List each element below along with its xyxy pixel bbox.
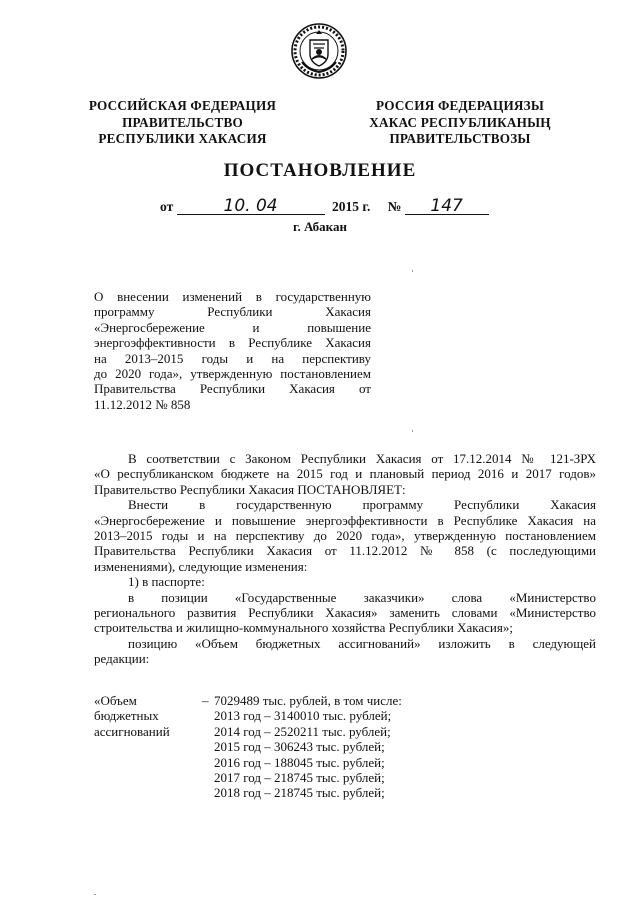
budget-total: 7029489 тыс. рублей, в том числе: — [214, 693, 402, 708]
subject-line: до 2020 года», утвержденную постановлением — [94, 366, 371, 382]
body-line: редакции: — [94, 651, 150, 667]
body-line: В соответствии с Законом Республики Хакасия от 17.12.2014 № 121-ЗРХ — [128, 451, 596, 466]
budget-year-row: 2015 год – 306243 тыс. рублей; — [214, 739, 385, 755]
document-title: ПОСТАНОВЛЕНИЕ — [223, 160, 417, 181]
header-right-line: РОССИЯ ФЕДЕРАЦИЯЗЫ — [376, 98, 544, 113]
header-left-line: РЕСПУБЛИКИ ХАКАСИЯ — [98, 131, 267, 146]
document-subject — [94, 289, 371, 412]
budget-year-row: 2014 год – 2520211 тыс. рублей; — [214, 723, 391, 739]
date-year: 2015 г. — [331, 199, 371, 214]
scan-speck — [94, 894, 96, 895]
date-prefix: от — [160, 199, 174, 214]
header-right — [360, 98, 560, 148]
body-line: «О республиканском бюджете на 2015 год и плановый период 2016 и 2017 годов» — [94, 466, 596, 482]
body-line: Правительство Республики Хакасия ПОСТАНОВЛЯЕТ: — [94, 481, 406, 497]
body-line: Правительства Республики Хакасия от 11.12.2012 № 858 (с последующими — [94, 543, 596, 559]
header-right-line: ПРАВИТЕЛЬСТВОЗЫ — [389, 131, 531, 146]
header-left-line: ПРАВИТЕЛЬСТВО — [122, 114, 243, 130]
date-line — [160, 196, 489, 216]
subject-line: энергоэффективности в Республике Хакасия — [94, 335, 371, 351]
body-line: 2013–2015 годы и на перспективу до 2020 года», утвержденную постановлением — [94, 528, 596, 544]
budget-year-row: 2018 год – 218745 тыс. рублей; — [214, 785, 385, 801]
budget-year-row: 2016 год – 188045 тыс. рублей; — [214, 754, 385, 770]
budget-label-line: ассигнований — [94, 723, 170, 739]
date-handwritten: 10. 04 — [177, 199, 325, 215]
document-body — [94, 451, 596, 667]
subject-line: «Энергосбережение и повышение — [94, 319, 371, 335]
subject-line: на 2013–2015 годы и на перспективу — [94, 350, 371, 366]
budget-values — [214, 693, 402, 801]
header-right-line: ХАКАС РЕСПУБЛИКАНЫҢ — [369, 114, 551, 130]
budget-dash: – — [202, 693, 209, 708]
coat-of-arms-icon — [290, 22, 348, 80]
budget-year-row: 2017 год – 218745 тыс. рублей; — [214, 770, 385, 786]
scan-speck — [412, 430, 413, 432]
number-handwritten: 147 — [405, 199, 489, 215]
body-line: регионального развития Республики Хакасия» заменить словами «Министерство — [94, 605, 596, 621]
subject-line: О внесении изменений в государственную — [94, 289, 371, 304]
subject-line: 11.12.2012 № 858 — [94, 396, 191, 412]
number-sign: № — [387, 199, 402, 214]
budget-year-row: 2013 год – 3140010 тыс. рублей; — [214, 708, 392, 724]
budget-label-line: «Объем — [94, 693, 137, 708]
budget-label — [94, 693, 204, 739]
header-left — [85, 98, 280, 148]
budget-label-line: бюджетных — [94, 708, 159, 724]
body-line: изменениями), следующие изменения: — [94, 558, 308, 574]
subject-line: Правительства Республики Хакасия от — [94, 381, 371, 397]
body-line: «Энергосбережение и повышение энергоэффективности в Республике Хакасия на — [94, 512, 596, 528]
subject-line: программу Республики Хакасия — [94, 304, 371, 320]
body-line: Внести в государственную программу Республики Хакасия — [128, 497, 596, 513]
body-line: позицию «Объем бюджетных ассигнований» изложить в следующей — [128, 635, 596, 651]
body-line: строительства и жилищно-коммунального хозяйства Республики Хакасия»; — [94, 620, 513, 636]
body-line: 1) в паспорте: — [128, 574, 205, 590]
city: г. Абакан — [293, 219, 347, 234]
header-left-line: РОССИЙСКАЯ ФЕДЕРАЦИЯ — [88, 98, 277, 113]
body-line: в позиции «Государственные заказчики» слова «Министерство — [128, 589, 596, 605]
scan-speck — [412, 270, 413, 272]
